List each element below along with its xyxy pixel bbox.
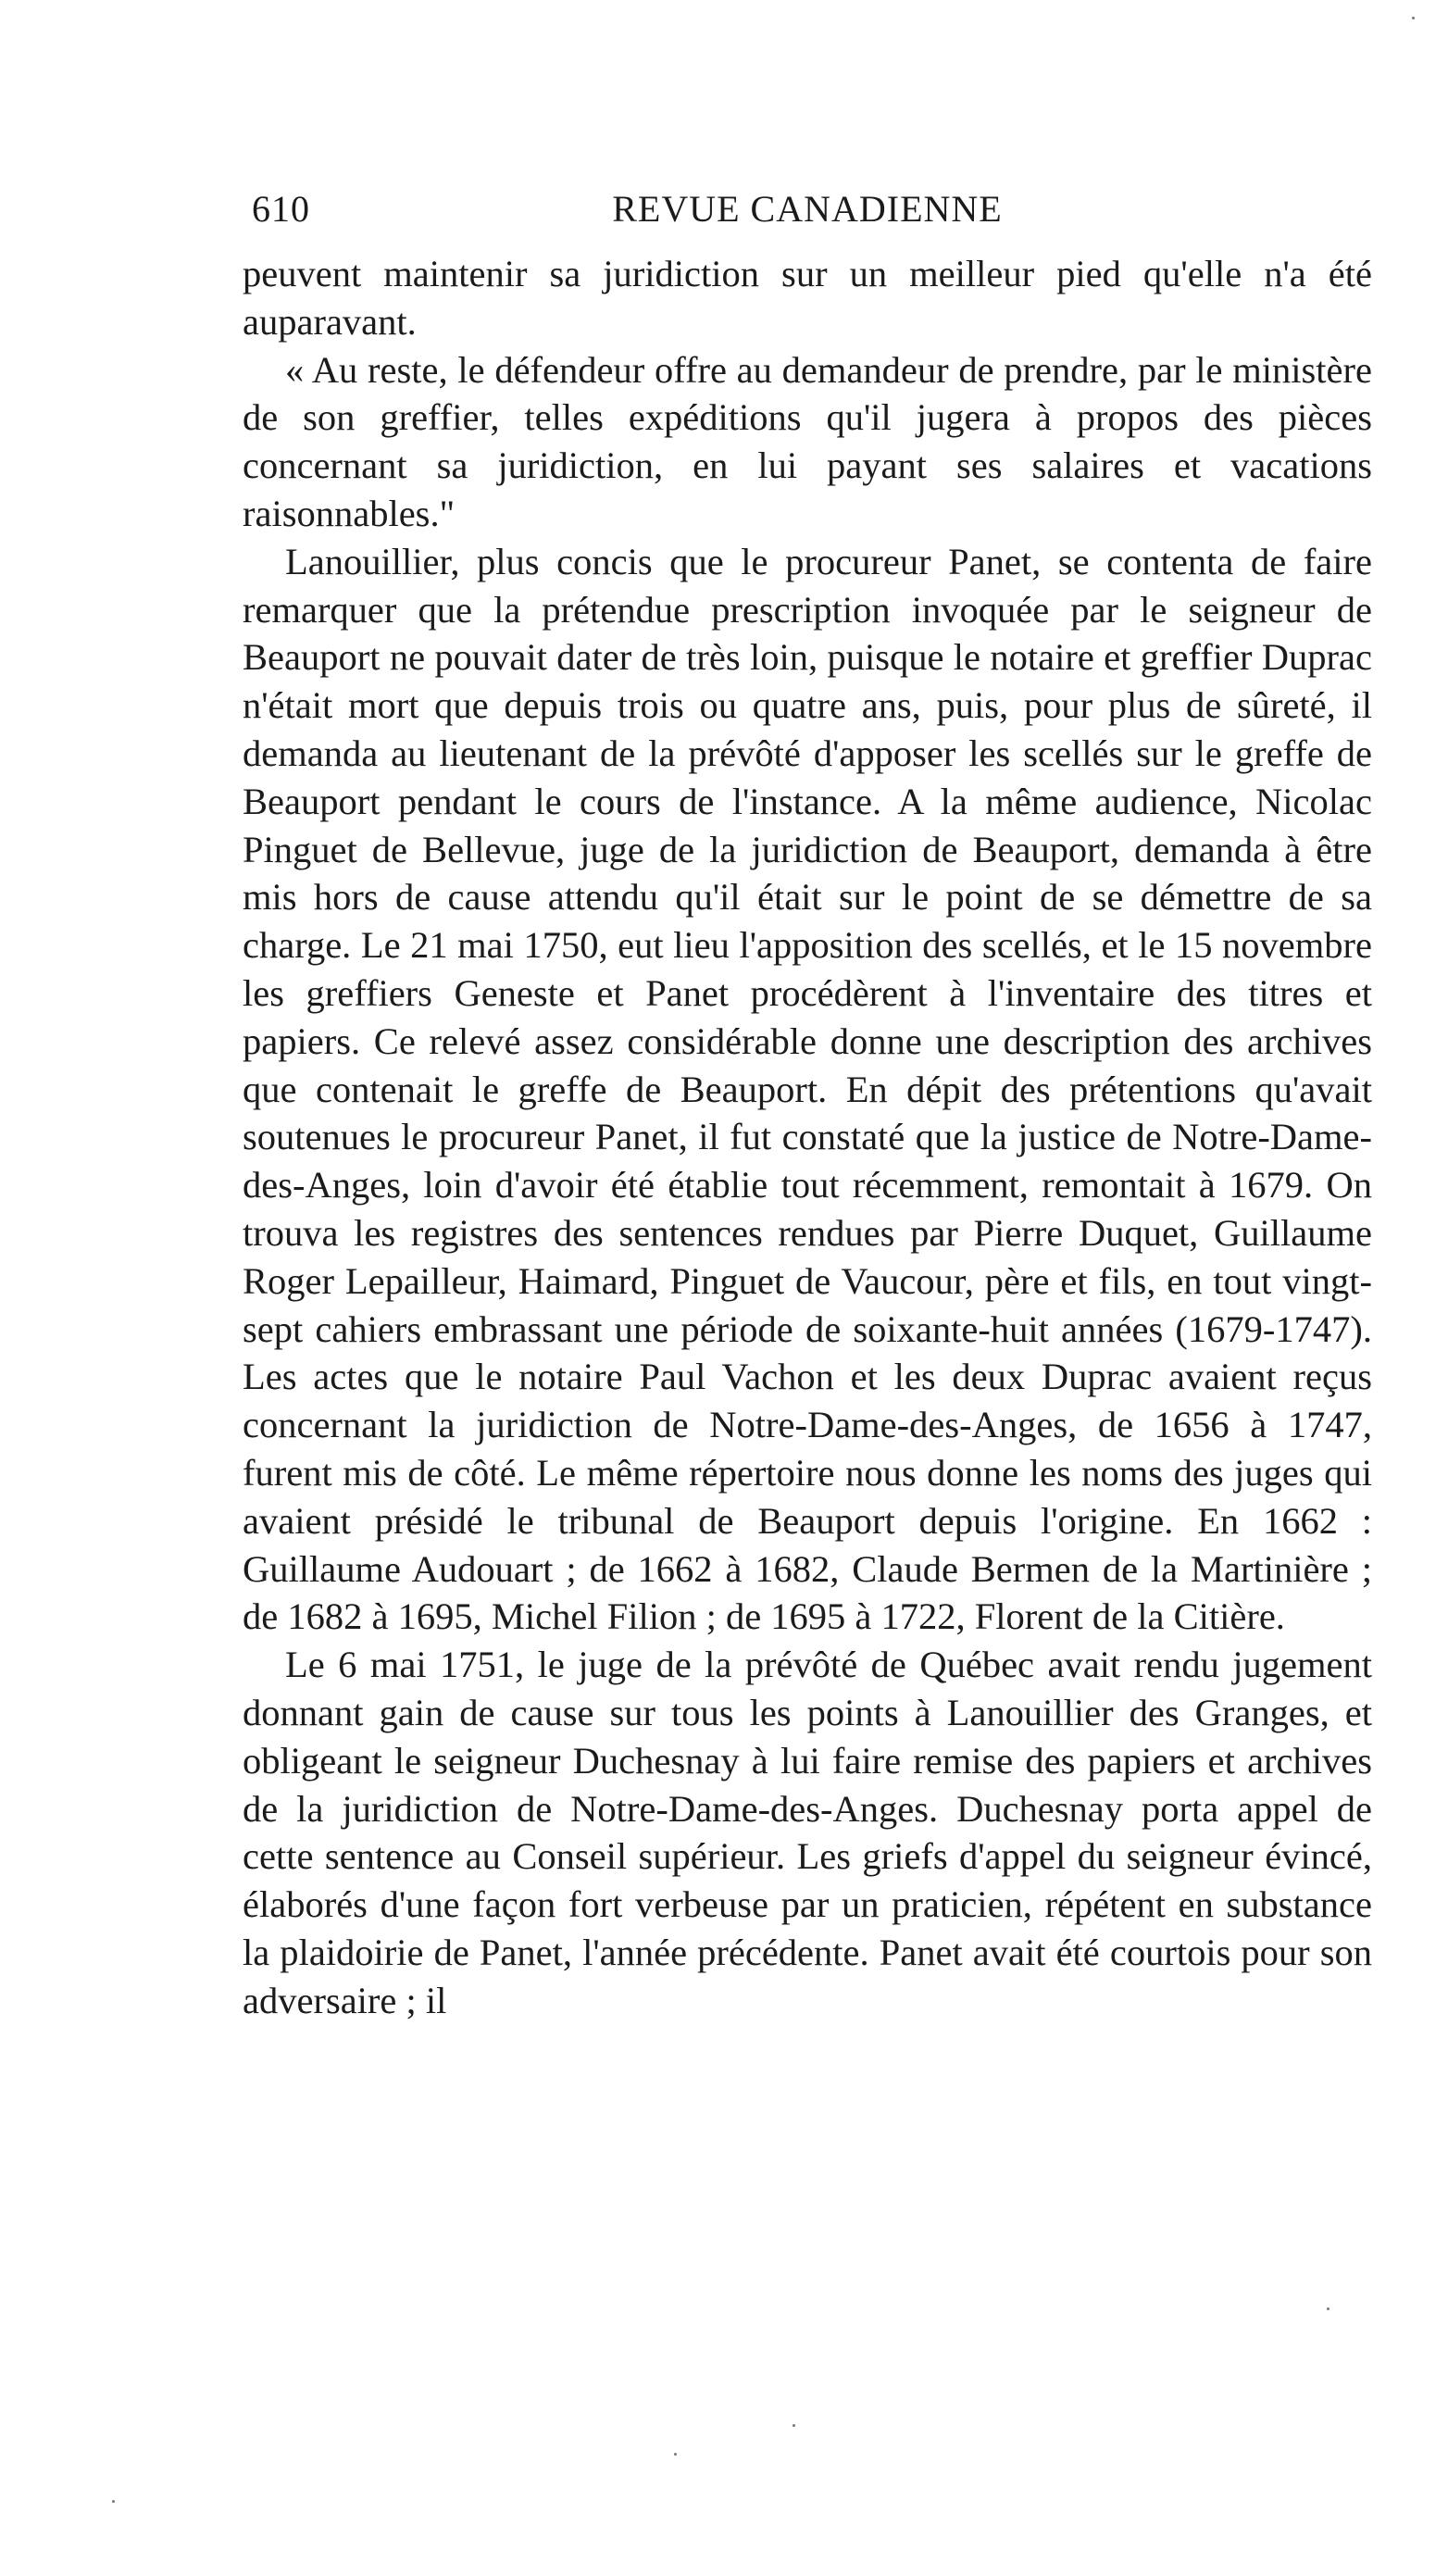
running-head [243,172,1372,237]
paragraph-quotation: « Au reste, le défendeur offre au demandeur de prendre, par le ministère de son greffier, telles expéditions qu'il jugera à propos des pièces concernant sa juridiction, en lui payant ses salaires et vacations raisonnables." [243,348,1372,534]
body-text [243,250,1372,2024]
paragraph-lanouillier: Lanouillier, plus concis que le procureur Panet, se contenta de faire remarquer que la prétendue prescription invoquée par le seigneur de Beauport ne pouvait dater de très loin, puisque le notaire et greffier Duprac n'était mort que depuis trois ou quatre ans, puis, pour plus de sûreté, il demanda au lieutenant de la prévôté d'apposer les scellés sur le greffe de Beauport pendant le cours de l'instance. A la même audience, Nicolac Pinguet de Bellevue, juge de la juridiction de Beauport, demanda à être mis hors de cause attendu qu'il était sur le point de se démettre de sa charge. Le 21 mai 1750, eut lieu l'apposition des scellés, et le 15 novembre les greffiers Geneste et Panet procédèrent à l'inventaire des titres et papiers. Ce relevé assez considérable donne une description des archives que contenait le greffe de Beauport. En dépit des prétentions qu'avait soutenues le procureur Panet, il fut constaté que la justice de Notre-Dame-des-Anges, loin d'avoir été établie tout récemment, remontait à 1679. On trouva les registres des sentences rendues par Pierre Duquet, Guillaume Roger Lepailleur, Haimard, Pinguet de Vaucour, père et fils, en tout vingt-sept cahiers embrassant une période de soixante-huit années (1679-1747). Les actes que le notaire Paul Vachon et les deux Duprac avaient reçus concernant la juridiction de Notre-Dame-des-Anges, de 1656 à 1747, furent mis de côté. Le même répertoire nous donne les noms des juges qui avaient présidé le tribunal de Beauport depuis l'origine. En 1662 : Guillaume Audouart ; de 1662 à 1682, Claude Bermen de la Martinière ; de 1682 à 1695, Michel Filion ; de 1695 à 1722, Florent de la Citière. [243,540,1372,1638]
paragraph-judgement: Le 6 mai 1751, le juge de la prévôté de Québec avait rendu jugement donnant gain de cause sur tous les points à Lanouillier des Granges, et obligeant le seigneur Duchesnay à lui faire remise des papiers et archives de la juridiction de Notre-Dame-des-Anges. Duchesnay porta appel de cette sentence au Conseil supérieur. Les griefs d'appel du seigneur évincé, élaborés d'une façon fort verbeuse par un praticien, répétent en substance la plaidoirie de Panet, l'année précédente. Panet avait été courtois pour son adversaire ; il [243,1644,1372,2021]
page-number: 610 [252,188,310,230]
journal-title: REVUE CANADIENNE [612,188,1003,230]
book-page [243,172,1372,2024]
paragraph-continued: peuvent maintenir sa juridiction sur un meilleur pied qu'elle n'a été auparavant. [243,253,1372,343]
